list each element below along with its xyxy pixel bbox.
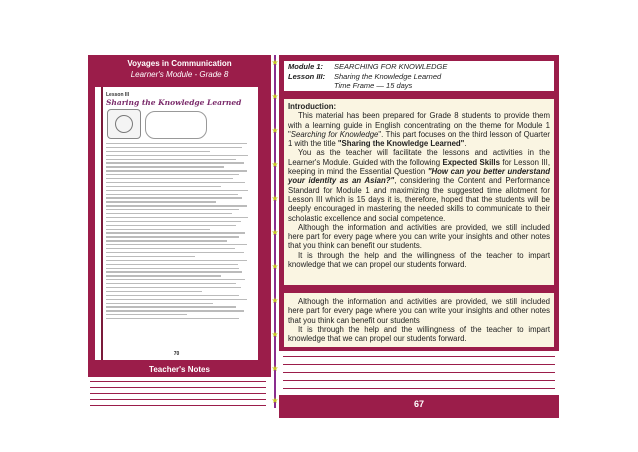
star-icon: ★ [271,228,279,237]
star-icon: ★ [271,330,279,339]
learner-module-page-preview [95,87,258,360]
time-frame: Time Frame — 15 days [334,81,413,90]
series-title: Voyages in Communication [127,59,232,68]
module-title: SEARCHING FOR KNOWLEDGE [334,62,448,71]
star-icon: ★ [271,262,279,271]
notes-writing-lines [88,377,271,408]
module-info-box [284,61,554,91]
cartoon-illustration-icon [107,109,141,139]
notes-paragraph-2: It is through the help and the willingness of the teacher to impart knowledge that we can propel our students forward. [288,324,550,344]
intro-paragraph-3: Although the information and activities are provided, we still included here part for every page where you can write your insights and other notes that you think can benefit our students. [288,222,550,251]
lesson-label: Lesson III: [288,71,326,81]
lesson-title: Sharing the Knowledge Learned [334,71,442,81]
star-icon: ★ [271,296,279,305]
star-icon: ★ [271,92,279,101]
page-number: 67 [413,399,424,409]
star-icon: ★ [271,58,279,67]
star-icon: ★ [271,160,279,169]
left-page-header [88,55,271,85]
star-icon: ★ [271,126,279,135]
page-margin-line [101,87,103,360]
book-spine [271,55,279,408]
left-page-thumbnail [88,55,271,408]
star-icon: ★ [271,194,279,203]
star-icon: ★ [271,364,279,373]
teachers-notes-title: Teacher's Notes [149,365,210,374]
intro-paragraph-4: It is through the help and the willingness of the teacher to impart knowledge that we can propel our students forward. [288,250,550,270]
introduction-heading: Introduction: [288,102,337,111]
inner-lesson-tag: Lesson III [106,92,130,98]
star-icon: ★ [271,396,279,405]
notes-section [284,293,554,347]
introduction-section [284,99,554,285]
intro-paragraph-1: This material has been prepared for Grade 8 students to provide them with a learning guide in English concentrating on the theme for Module 1 "Searching for Knowledge". This part focuses on the third lesson of Quarter 1 with the title "Sharing the Knowledge Learned". [288,111,551,149]
speech-bubble-icon [145,111,207,139]
module-label: Module 1: [288,62,323,71]
right-page [279,55,559,418]
inner-page-number: 70 [173,351,180,357]
intro-paragraph-2: You as the teacher will facilitate the lessons and activities in the Learner's Module. Guided with the following Expected Skills for Lesson III, keeping in mind the Essential Question "How can you better understand your identity as an Asian?", considering the Content and Performance Standard for Module 1 and maximizing the suggested time allotment for Lesson III which is 15 days it is, therefore, hoped that the students will be deeply encouraged in mastering the needed skills to communicate to their scholastic excellence and social competence. [288,148,550,223]
preview-text-lines [106,143,254,322]
inner-lesson-title: Sharing the Knowledge Learned [106,98,242,107]
notes-writing-lines [279,351,559,395]
notes-paragraph-1: Although the information and activities are provided, we still included here part for every page where you can write your insights and other notes that you think can benefit our students [288,297,550,325]
series-subtitle: Learner's Module - Grade 8 [130,70,229,79]
